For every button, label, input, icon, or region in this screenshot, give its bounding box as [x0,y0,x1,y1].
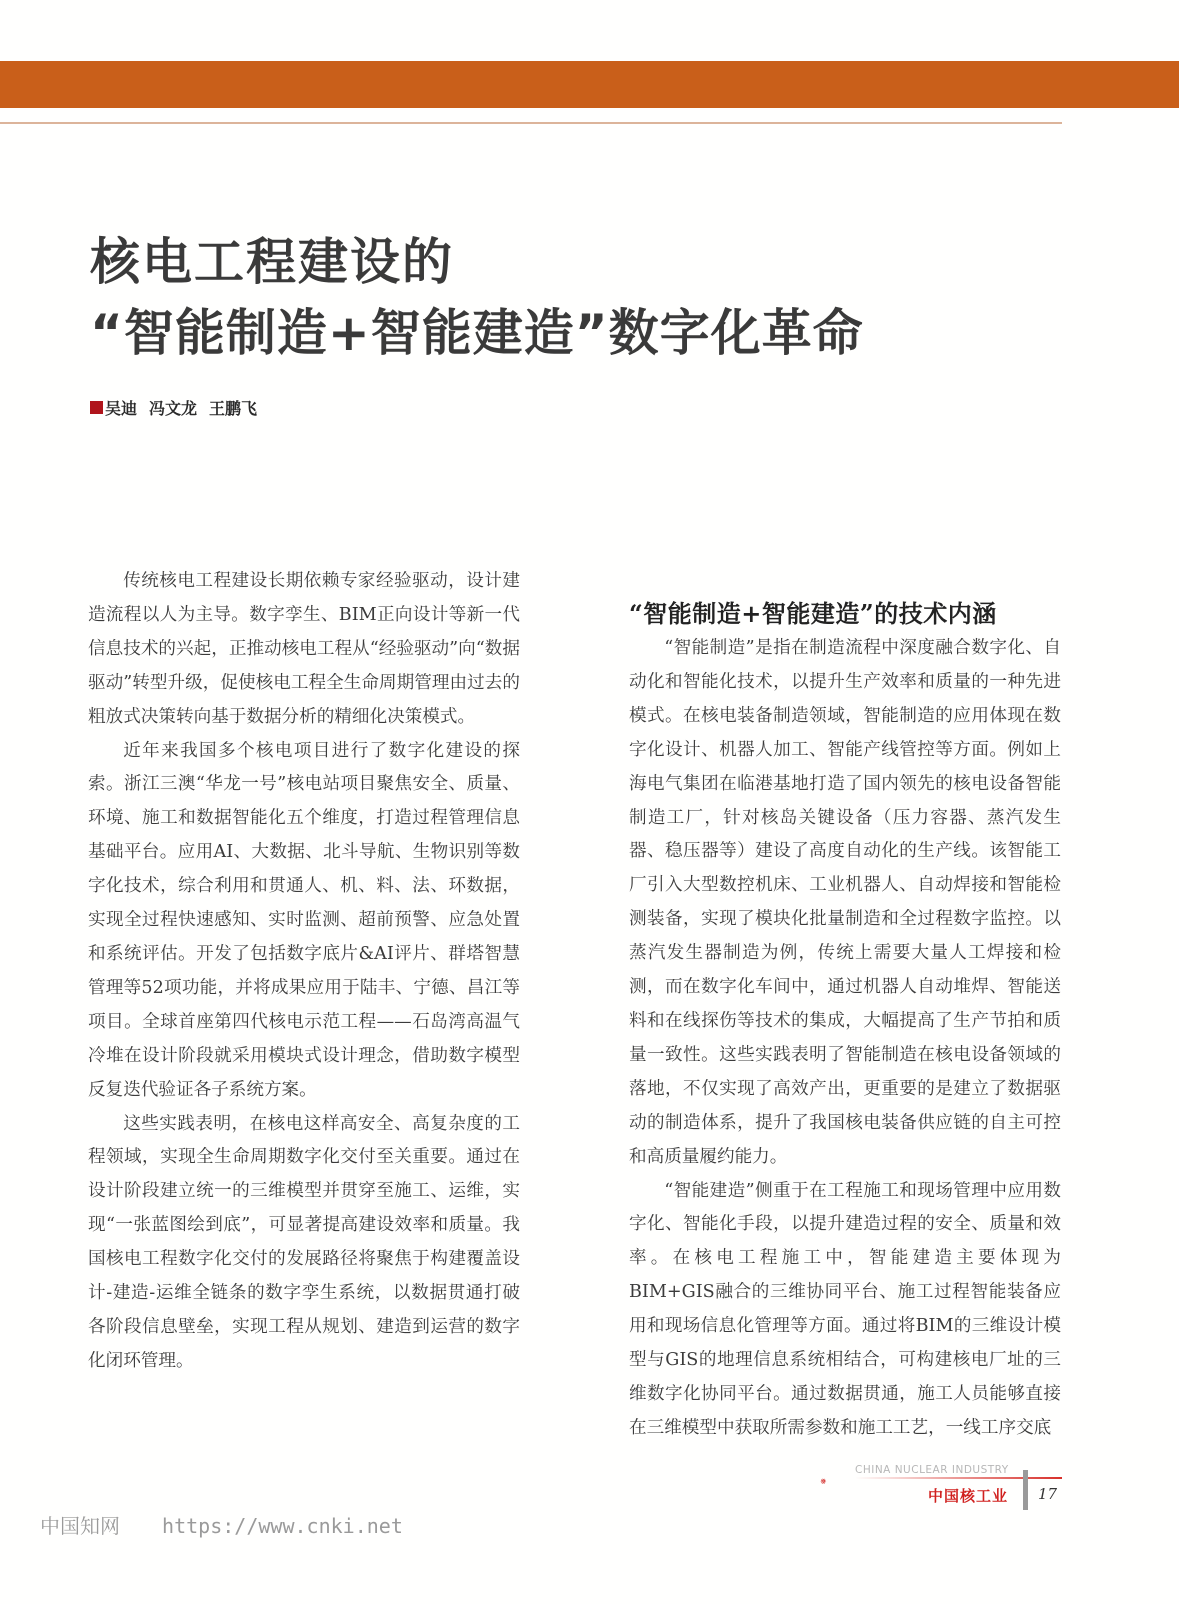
right-column [629,632,1061,1446]
section-heading: “智能制造+智能建造”的技术内涵 [629,599,997,628]
body-paragraph: “智能制造”是指在制造流程中深度融合数字化、自动化和智能化技术，以提升生产效率和质量的一种先进模式。在核电装备制造领域，智能制造的应用体现在数字化设计、机器人加工、智能产线管控等方面。例如上海电气集团在临港基地打造了国内领先的核电设备智能制造工厂，针对核岛关键设备（压力容器、蒸汽发生器、稳压器等）建设了高度自动化的生产线。该智能工厂引入大型数控机床、工业机器人、自动焊接和智能检测装备，实现了模块化批量制造和全过程数字监控。以蒸汽发生器制造为例，传统上需要大量人工焊接和检测，而在数字化车间中，通过机器人自动堆焊、智能送料和在线探伤等技术的集成，大幅提高了生产节拍和质量一致性。这些实践表明了智能制造在核电设备领域的落地，不仅实现了高效产出，更重要的是建立了数据驱动的制造体系，提升了我国核电装备供应链的自主可控和高质量履约能力。 [629,638,1061,1167]
footer-accent-line [855,1477,1062,1479]
atom-logo-icon [820,1462,860,1502]
watermark-site-name: 中国知网 [40,1514,120,1538]
author-name: 吴迪 [105,399,138,418]
body-paragraph: “智能建造”侧重于在工程施工和现场管理中应用数字化、智能化手段，以提升建造过程的安全、质量和效率。在核电工程施工中，智能建造主要体现为BIM+GIS融合的三维协同平台、施工过程智能装备应用和现场信息化管理等方面。通过将BIM的三维设计模型与GIS的地理信息系统相结合，可构建核电厂址的三维数字化协同平台。通过数据贯通，施工人员能够直接在三维模型中获取所需参数和施工工艺，一线工序交底 [629,1180,1061,1438]
author-name: 冯文龙 [149,399,198,418]
body-paragraph: 这些实践表明，在核电这样高安全、高复杂度的工程领域，实现全生命周期数字化交付至关重要。通过在设计阶段建立统一的三维模型并贯穿至施工、运维，实现“一张蓝图绘到底”，可显著提高建设效率和质量。我国核电工程数字化交付的发展路径将聚焦于构建覆盖设计-建造-运维全链条的数字孪生系统，以数据贯通打破各阶段信息壁垒，实现工程从规划、建造到运营的数字化闭环管理。 [88,1113,520,1371]
footer-magazine-english-name: CHINA NUCLEAR INDUSTRY [855,1464,1009,1476]
footer-divider [1023,1470,1028,1510]
author-byline [90,396,269,419]
byline-square-icon [90,401,103,414]
article-title-line2: “智能制造+智能建造”数字化革命 [90,304,864,362]
header-color-band [0,61,1179,108]
left-column [88,565,520,1379]
header-rule [0,122,1062,124]
body-paragraph: 传统核电工程建设长期依赖专家经验驱动，设计建造流程以人为主导。数字孪生、BIM正向设计等新一代信息技术的兴起，正推动核电工程从“经验驱动”向“数据驱动”转型升级，促使核电工程全生命周期管理由过去的粗放式决策转向基于数据分析的精细化决策模式。 [88,571,520,727]
body-paragraph: 近年来我国多个核电项目进行了数字化建设的探索。浙江三澳“华龙一号”核电站项目聚焦安全、质量、环境、施工和数据智能化五个维度，打造过程管理信息基础平台。应用AI、大数据、北斗导航、生物识别等数字化技术，综合利用和贯通人、机、料、法、环数据，实现全过程快速感知、实时监测、超前预警、应急处置和系统评估。开发了包括数字底片&AI评片、群塔智慧管理等52项功能，并将成果应用于陆丰、宁德、昌江等项目。全球首座第四代核电示范工程——石岛湾高温气冷堆在设计阶段就采用模块式设计理念，借助数字模型反复迭代验证各子系统方案。 [88,740,520,1100]
watermark-url: https://www.cnki.net [162,1514,403,1538]
author-name: 王鹏飞 [209,399,258,418]
page-number: 17 [1038,1485,1058,1503]
cnki-watermark [40,1510,403,1539]
article-title-line1: 核电工程建设的 [90,233,454,291]
footer-magazine-chinese-name: 中国核工业 [928,1487,1009,1505]
